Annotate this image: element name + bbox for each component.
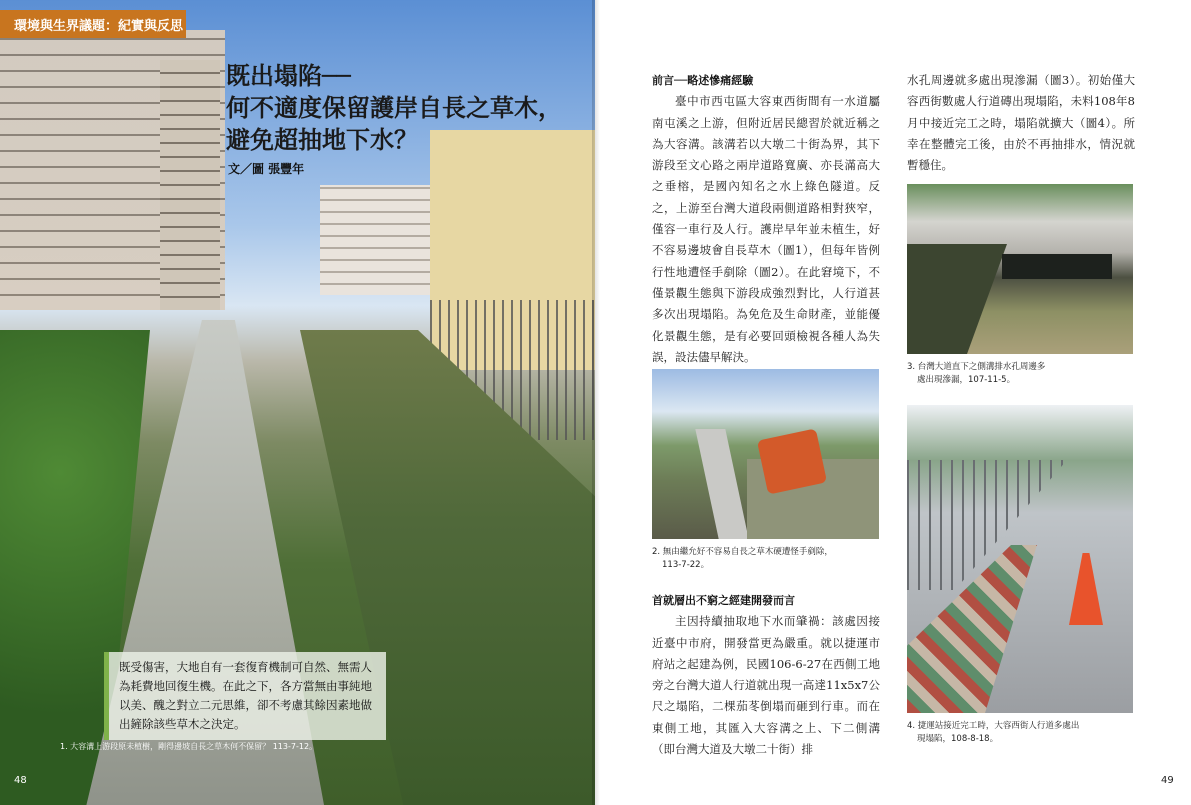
figure-caption-3 [907,361,1137,387]
body-paragraph-continued: 水孔周邊就多處出現滲漏（圖3）。初始僅大容西街數處人行道磚出現塌陷，未料108年8月中接近完工之時，塌陷就擴大（圖4）。所幸在整體完工後，由於不再抽排水，情況就暫穩住。 [907,73,1135,173]
title-line: 避免超抽地下水？ [226,126,418,154]
caption-line: 4. 捷運站接近完工時，大容西街人行道多處出 [907,721,1080,731]
caption-line: 現塌陷，108-8-18。 [917,734,999,744]
page-number-left: 48 [14,775,27,786]
text-column-1 [652,70,880,368]
section-heading-development: 首就層出不窮之經建開發而言 [652,594,795,607]
embankment [907,244,1007,354]
body-paragraph-intro: 臺中市西屯區大容東西街間有一水道屬南屯溪之上游，但附近居民總習於就近稱之為大容溝。該溝若以大墩二十街為界，其下游段至文心路之兩岸道路寬廣、亦長滿高大之垂榕，是國內知名之水上綠色隧道。反之，上游至台灣大道段兩側道路相對狹窄，僅容一車行及人行。護岸早年並未植生，好不容易邊坡會自長草木（圖1），但每年皆例行性地遭怪手剷除（圖2）。在此窘境下，不僅景觀生態與下游段成強烈對比，人行道甚多次出現塌陷。為免危及生命財產，並能優化景觀生態，是有必要回頭檢視各種人為失誤，設法儘早解決。 [652,94,880,364]
pull-quote: 既受傷害，大地自有一套復育機制可自然、無需人為耗費地回復生機。在此之下，各方當無由事純地以美、醜之對立二元思維，卻不考慮其餘因素地做出鏟除該些草木之決定。 [104,652,386,740]
title-line: 何不適度保留護岸自長之草木， [226,94,562,122]
figure-caption-1: 1. 大容溝上游段原未植樹，剛得邊坡自長之草木何不保留？ 113-7-12。 [60,742,318,751]
drain-outlet-photo [907,184,1133,354]
distant-building [320,185,430,295]
author-credit: 文／圖 張豐年 [228,162,305,176]
excavator-photo [652,369,879,539]
body-paragraph-development: 主因持續抽取地下水而肇禍：該處因接近臺中市府，開發當更為嚴重。就以捷運市府站之起建為例，民國106-6-27在西側工地旁之台灣大道人行道就出現一高達11x5x7公尺之塌陷，二棵茄苳倒塌而砸到行車。而在東側工地，其匯入大容溝之上、下二側溝（即台灣大道及大墩二十街）排 [652,614,880,757]
culvert-opening [1002,254,1112,279]
article-title [226,60,562,156]
page-gutter [592,0,600,805]
figure-caption-2 [652,546,892,572]
page-number-right: 49 [1161,775,1174,786]
caption-line: 3. 台灣大道直下之側溝排水孔周邊多 [907,362,1046,372]
caption-line: 113-7-22。 [662,560,710,570]
traffic-cone [1069,553,1103,625]
section-tag: 環境與生界議題：紀實與反思 [0,10,186,38]
text-column-2 [652,590,880,760]
section-heading-intro: 前言──略述慘痛經驗 [652,74,754,87]
railing-wall [695,429,748,539]
figure-caption-4 [907,720,1137,746]
caption-line: 處出現滲漏，107-11-5。 [917,375,1016,385]
sinkhole-photo [907,405,1133,713]
title-line: 既出塌陷── [226,62,351,90]
apartment-building [160,60,220,310]
caption-line: 2. 無由繼允好不容易自長之草木硬遭怪手剷除， [652,547,833,557]
left-page [0,0,595,805]
text-column-3 [907,70,1135,176]
